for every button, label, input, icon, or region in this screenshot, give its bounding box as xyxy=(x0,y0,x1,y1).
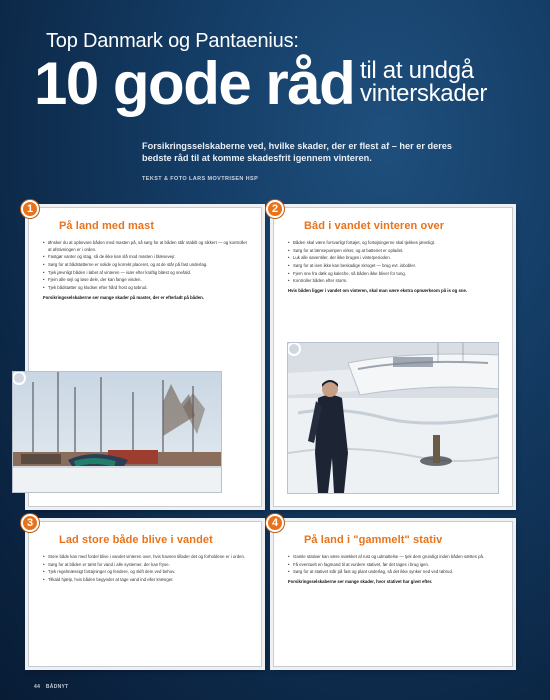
tip-body xyxy=(288,554,500,586)
tip-body xyxy=(43,554,249,585)
tip-note: Forsikringsselskaberne ser mange skader på master, der er efterladt på båden. xyxy=(43,294,204,300)
harbor-winter-photo xyxy=(12,371,222,493)
tip-bullet: • Sørg for at bådstøtterne er solide og korrekt placeret, og at de står på fast underlag. xyxy=(43,262,249,269)
tip-bullet: • Få eventuelt en fagmand til at vurdere stativet, før det tages i brug igen. xyxy=(288,562,500,569)
tip-card-4 xyxy=(271,517,513,667)
tip-bullet: • Tjek jævnligt båden i løbet af vinteren — især efter kraftig blæst og snefald. xyxy=(43,270,249,277)
tip-bullet: • Tjek regelmæssigt fortøjninger og fendere, og skift dem ved behov. xyxy=(43,569,249,576)
man-on-ice-illustration xyxy=(288,343,499,494)
tip-bullet: • Tjek bådstøtter og klodser efter hård frost og tøbrud. xyxy=(43,285,249,292)
tip-bullet: • Sørg for at stativet står på fast og plant underlag, så det ikke synker ned ved tøbrud. xyxy=(288,569,500,576)
tip-bullet: • Luk alle søventiler, der ikke bruges i vinterperioden. xyxy=(288,255,500,262)
page-number: 44 xyxy=(34,684,41,690)
man-on-ice-photo xyxy=(287,342,499,494)
photo-corner-dot xyxy=(287,342,301,356)
tip-body xyxy=(288,240,500,295)
article-headline-side xyxy=(360,57,488,107)
page-footer xyxy=(34,684,69,690)
photo-corner-dot xyxy=(12,371,26,385)
tip-bullet: • Sørg for at isen ikke kan beskadige skroget — brug evt. isbobler. xyxy=(288,263,500,270)
tip-bullet: • Tilkald hjælp, hvis båden begynder at tage vand ind eller krænger. xyxy=(43,577,249,584)
article-headline: 10 gode råd xyxy=(34,50,355,117)
tip-title: Lad store både blive i vandet xyxy=(59,534,213,546)
tip-note: Hvis båden ligger i vandet om vinteren, skal man være ekstra opmærksom på is og sne. xyxy=(288,287,468,293)
tip-number-badge: 1 xyxy=(21,200,39,218)
tip-title: På land med mast xyxy=(59,220,155,232)
tip-number-badge: 4 xyxy=(266,514,284,532)
tip-note: Forsikringsselskaberne ser mange skader, hvor stativet har givet efter. xyxy=(288,578,433,584)
tip-title: På land i "gammelt" stativ xyxy=(304,534,443,546)
headline-side-line-1: til at undgå xyxy=(360,57,474,84)
tip-body xyxy=(43,240,249,301)
headline-side-line-2: vinterskader xyxy=(360,79,488,107)
tip-number-badge: 2 xyxy=(266,200,284,218)
magazine-name: BÅDNYT xyxy=(45,684,69,690)
tip-bullet: • Sørg for at lænsepumpen virker, og at batteriet er opladet. xyxy=(288,248,500,255)
tip-bullet: • Fjern alle sejl og løse dele, der kan fange vinden. xyxy=(43,277,249,284)
tip-bullet: • Båden skal være forsvarligt fortøjet, og fortøjningerne skal tjekkes jævnligt. xyxy=(288,240,500,247)
tip-card-3 xyxy=(26,517,262,667)
tip-title: Bâd i vandet vinteren over xyxy=(304,220,445,232)
article-intro: Forsikringsselskaberne ved, hvilke skader, der er flest af – her er deres bedste råd til at komme skadesfrit igennem vinteren. xyxy=(142,141,452,163)
tip-bullet: • Sørg for at båden er tømt for vand i alle systemer, der kan fryse. xyxy=(43,562,249,569)
tip-bullet: • Gamle stativer kan være svækket af rust og udmattelse — tjek dem grundigt inden båden sættes på. xyxy=(288,554,500,561)
tip-bullet: • Fjern sne fra dæk og kaleche, så båden ikke bliver for tung. xyxy=(288,271,500,278)
harbor-winter-illustration xyxy=(13,372,222,493)
tip-bullet: • Ønsker du at opbevare båden med masten på, så sørg for at båden står stabilt og sikkert — og kontroller at afstivningen er i orden. xyxy=(43,240,249,253)
article-kicker: Top Danmark og Pantaenius: xyxy=(46,30,299,52)
tip-number-badge: 3 xyxy=(21,514,39,532)
tip-bullet: • Fastgør vanter og stag, så de ikke kan slå mod masten i blæsevejr. xyxy=(43,254,249,261)
tip-bullet: • Kontroller båden efter storm. xyxy=(288,278,500,285)
tip-bullet: • Store både kan med fordel blive i vandet vinteren over, hvis havnen tillader det og forholdene er i orden. xyxy=(43,554,249,561)
article-byline: TEKST & FOTO LARS MOVTRISEN HSP xyxy=(142,176,259,182)
